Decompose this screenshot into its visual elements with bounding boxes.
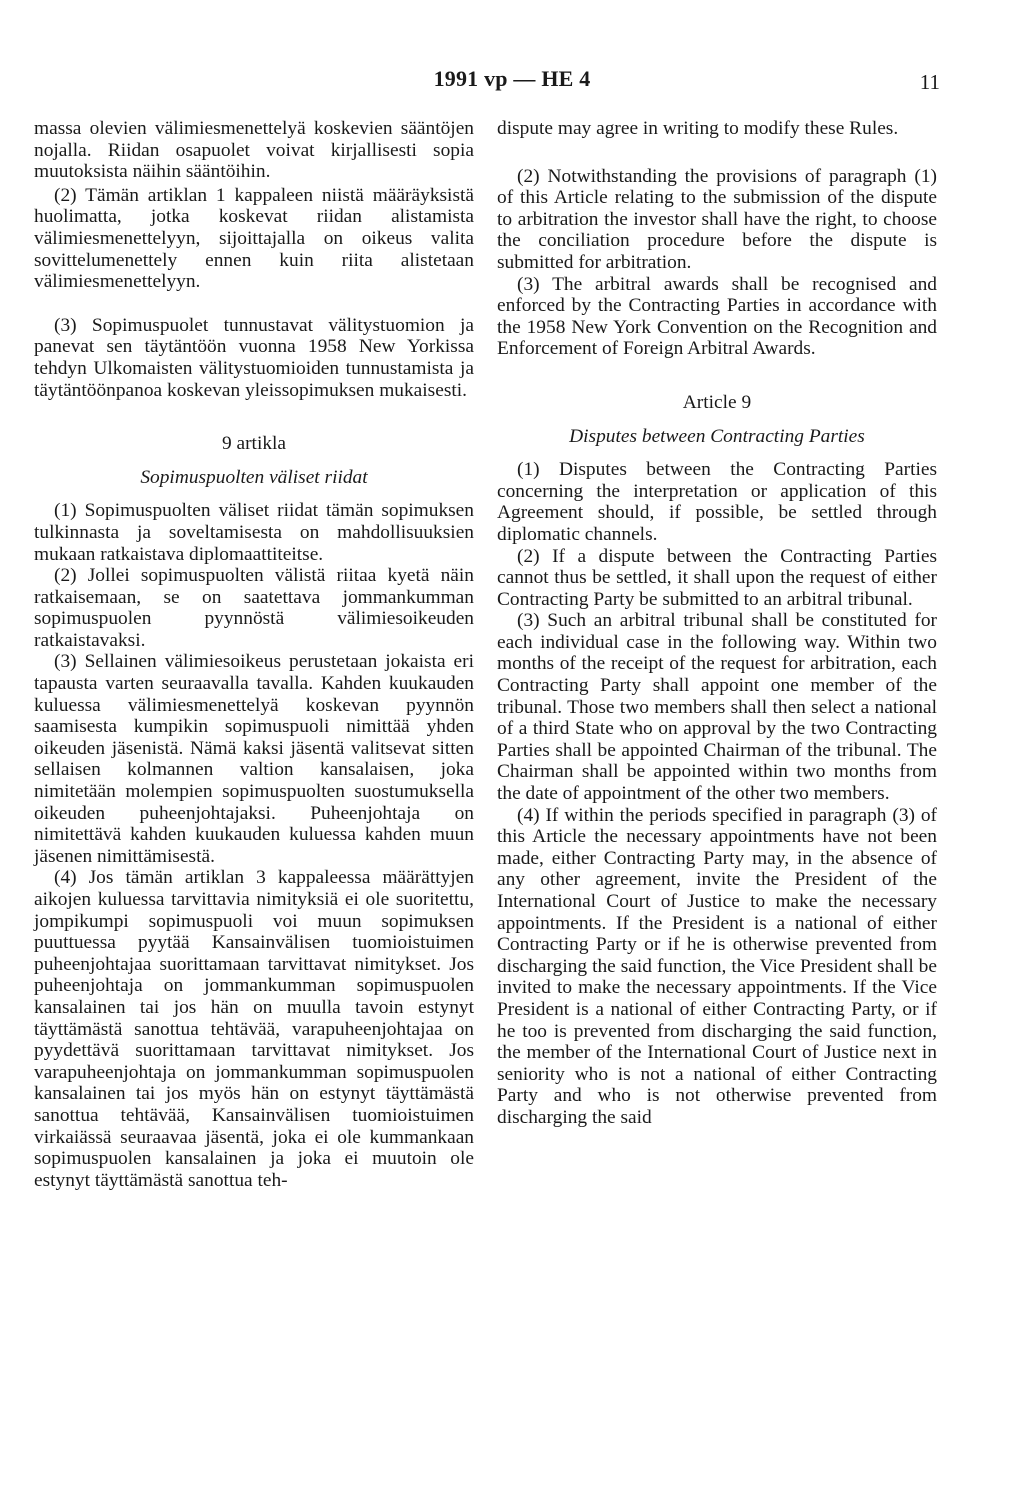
en-article-heading: Article 9 (682, 391, 752, 413)
fi-article-heading: 9 artikla (221, 433, 287, 455)
en-article-paragraph-2: (2) If a dispute between the Contracting Parties cannot thus be settled, it shall upon the request of either Contracting Party be submitted to an arbitral tribunal. (497, 545, 937, 610)
fi-article-title: Sopimuspuolten väliset riidat (140, 466, 368, 488)
fi-paragraph-3: (3) Sopimuspuolet tunnustavat välitystuomion ja panevat sen täytäntöön vuonna 1958 New Yorkissa tehdyn Ulkomaisten välitystuomioiden tunnustamista ja täytäntöönpanoa koskevan yleissopimuksen mukaisesti. (34, 314, 474, 401)
en-article-title: Disputes between Contracting Parties (569, 425, 865, 447)
fi-article-paragraph-4: (4) Jos tämän artiklan 3 kappaleessa määrättyjen aikojen kuluessa tarvittavia nimityksiä ei ole suoritettu, jompikumpi sopimuspuoli voi muun sopimuksen puuttuessa pyytää Kansainvälisen tuomioistuimen puheenjohtajaa suorittamaan tarvittavat nimitykset. Jos puheenjohtaja on jommankumman sopimuspuolen kansalainen tai jos hän on muulla tavoin estynyt täyttämästä sanottua tehtävää, varapuheenjohtajaa on pyydettävä suorittamaan tarvittavat nimitykset. Jos varapuheenjohtaja on jommankumman sopimuspuolen kansalainen tai jos myös hän on estynyt täyttämästä sanottua tehtävää, Kansainvälisen tuomioistuimen virkaiässä seuraavaa jäsentä, joka ei ole kummankaan sopimuspuolen kansalainen ja joka ei muutoin ole estynyt täyttämästä sanottua teh- (34, 867, 474, 1191)
page-number: 11 (919, 70, 940, 94)
fi-article-paragraph-1: (1) Sopimuspuolten väliset riidat tämän sopimuksen tulkinnasta ja soveltamisesta on mahdollisuuksien mukaan ratkaistava diplomaattiteitse. (34, 500, 474, 565)
en-article-paragraph-3: (3) Such an arbitral tribunal shall be constituted for each individual case in the following way. Within two months of the receipt of the request for arbitration, each Contracting Party shall appoint one member of the tribunal. Those two members shall then select a national of a third State who on approval by the two Contracting Parties shall be appointed Chairman of the tribunal. The Chairman shall be appointed within two months from the date of appointment of the other two members. (497, 610, 937, 805)
page-header-title: 1991 vp — HE 4 (433, 66, 591, 91)
fi-article-paragraph-3: (3) Sellainen välimiesoikeus perustetaan jokaista eri tapausta varten seuraavalla tavalla. Kahden kuukauden kuluessa välimiesmenettelyä koskevan pyynnön saamisesta kumpikin sopimuspuoli nimittää yhden oikeuden jäsenistä. Nämä kaksi jäsentä valitsevat sitten sellaisen kolmannen valtion kansalaisen, joka nimitetään molempien sopimuspuolten suostumuksella oikeuden puheenjohtajaksi. Puheenjohtaja on nimitettävä kahden kuukauden kuluessa kahden muun jäsenen nimittämisestä. (34, 651, 474, 867)
english-column (497, 118, 937, 1129)
fi-paragraph-intro: massa olevien välimiesmenettelyä koskevien sääntöjen nojalla. Riidan osapuolet voivat kirjallisesti sopia muutoksista näihin sääntöihin. (34, 118, 474, 183)
en-article-paragraph-1: (1) Disputes between the Contracting Parties concerning the interpretation or application of this Agreement should, if possible, be settled through diplomatic channels. (497, 459, 937, 545)
en-paragraph-2: (2) Notwithstanding the provisions of paragraph (1) of this Article relating to the submission of the dispute to arbitration the investor shall have the right, to choose the conciliation procedure before the dispute is submitted for arbitration. (497, 165, 937, 273)
finnish-column (34, 118, 474, 1191)
fi-paragraph-2: (2) Tämän artiklan 1 kappaleen niistä määräyksistä huolimatta, jotka koskevat riidan alistamista välimiesmenettelyyn, sijoittajalla on oikeus valita sovittelumenettely ennen kuin riita alistetaan välimiesmenettelyyn. (34, 184, 474, 293)
en-paragraph-intro: dispute may agree in writing to modify these Rules. (497, 118, 899, 139)
en-paragraph-3: (3) The arbitral awards shall be recognised and enforced by the Contracting Parties in accordance with the 1958 New York Convention on the Recognition and Enforcement of Foreign Arbitral Awards. (497, 273, 937, 360)
fi-article-paragraph-2: (2) Jollei sopimuspuolten välistä riitaa kyetä näin ratkaisemaan, se on saatettava jommankumman sopimuspuolen pyynnöstä välimiesoikeuden ratkaistavaksi. (34, 565, 474, 651)
en-article-paragraph-4: (4) If within the periods specified in paragraph (3) of this Article the necessary appointments have not been made, either Contracting Party may, in the absence of any other agreement, invite the President of the International Court of Justice to make the necessary appointments. If the President is a national of either Contracting Party or if he is otherwise prevented from discharging the said function, the Vice President shall be invited to make the necessary appointments. If the Vice President is a national of either Contracting Party, or if he too is prevented from discharging the said function, the member of the International Court of Justice next in seniority who is not a national of either Contracting Party and who is not otherwise prevented from discharging the said (497, 804, 937, 1128)
